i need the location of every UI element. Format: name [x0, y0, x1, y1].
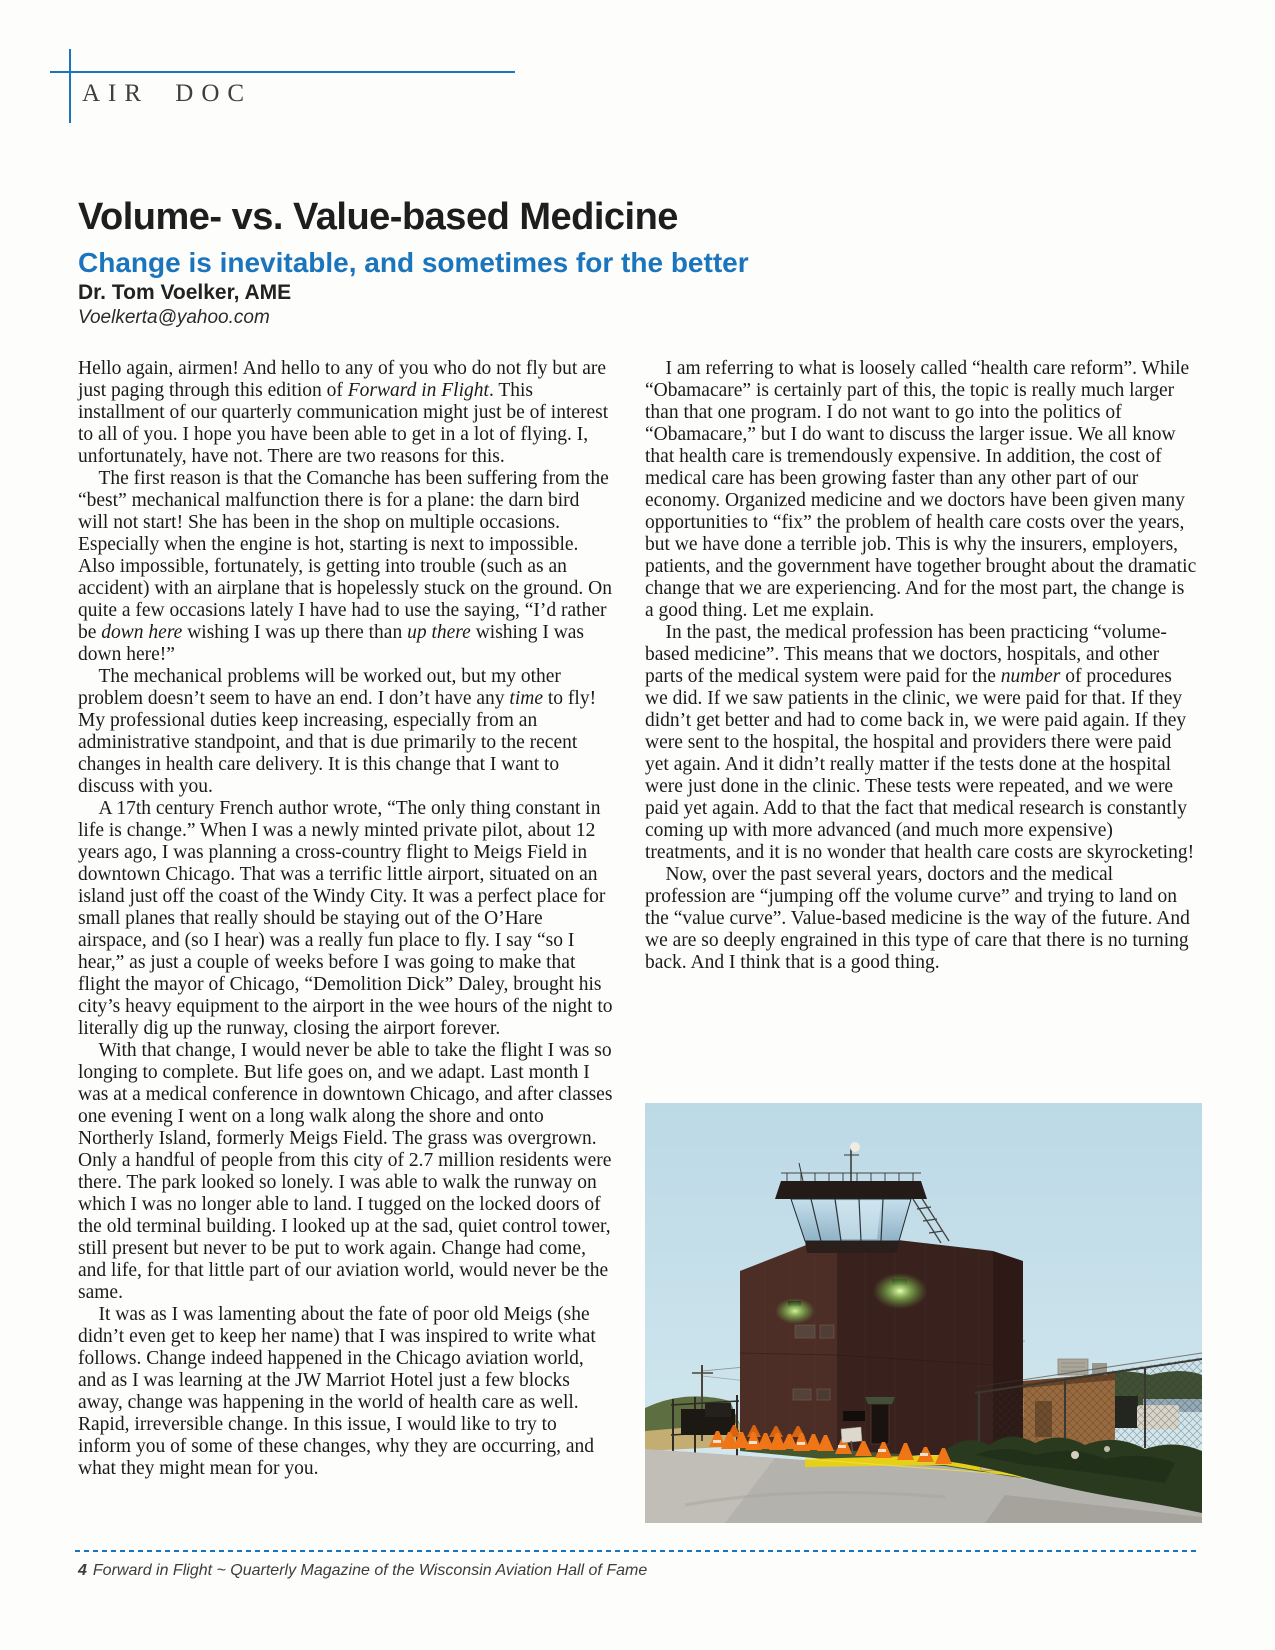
paragraph: In the past, the medical profession has been practicing “volume-based medicine”. This means that we doctors, hospitals, and other parts of the medical system were paid for the number of procedures we did. If we saw patients in the clinic, we were paid for that. If they didn’t get better and had to come back in, we were paid again. If they were sent to the hospital, the hospital and providers there were paid yet again. And it didn’t really matter if the tests done at the hospital were just done in the clinic. These tests were repeated, and we were paid yet again. Add to that the fact that medical research is constantly coming up with more advanced (and much more expensive) treatments, and it is no wonder that health care costs are skyrocketing!: [645, 622, 1195, 863]
header-horizontal-rule: [50, 71, 515, 73]
tower-photo-illustration: [645, 1103, 1202, 1523]
footer: [78, 1562, 647, 1580]
paragraph: Now, over the past several years, doctors and the medical profession are “jumping off the volume curve” and trying to land on the “value curve”. Value-based medicine is the way of the future. And we are so deeply engrained in this type of care that there is no turning back. And I think that is a good thing.: [645, 864, 1190, 973]
paragraph: Hello again, airmen! And hello to any of you who do not fly but are just paging through this edition of Forward in Flight. This installment of our quarterly communication might just be of interest to all of you. I hope you have been able to get in a lot of flying. I, unfortunately, have not. There are two reasons for this.: [78, 358, 609, 467]
body-column-right: [645, 358, 1197, 974]
header-vertical-rule: [69, 49, 71, 123]
byline-email: Voelkerta@yahoo.com: [78, 307, 270, 328]
footer-dashed-rule: [75, 1550, 1200, 1552]
footer-page-number: 4: [78, 1562, 87, 1579]
article-title: Volume- vs. Value-based Medicine: [78, 196, 678, 239]
paragraph: The first reason is that the Comanche has been suffering from the “best” mechanical malfunction there is for a plane: the darn bird will not start! She has been in the shop on multiple occasions. Especially when the engine is hot, starting is next to impossible. Also impossible, fortunately, is getting into trouble (such as an accident) with an airplane that is hopelessly stuck on the ground. On quite a few occasions lately I have had to use the saying, “I’d rather be down here wishing I was up there than up there wishing I was down here!”: [78, 468, 612, 665]
footer-magazine-name: Forward in Flight ~ Quarterly Magazine of the Wisconsin Aviation Hall of Fame: [92, 1562, 648, 1579]
paragraph: It was as I was lamenting about the fate of poor old Meigs (she didn’t even get to keep her name) that I was inspired to write what follows. Change indeed happened in the Chicago aviation world, and as I was learning at the JW Marriot Hotel just a few blocks away, change was happening in the world of health care as well. Rapid, irreversible change. In this issue, I would like to try to inform you of some of these changes, why they are occurring, and what they might mean for you.: [78, 1304, 596, 1479]
paragraph: A 17th century French author wrote, “The only thing constant in life is change.” When I was a newly minted private pilot, about 12 years ago, I was planning a cross-country flight to Meigs Field in downtown Chicago. That was a terrific little airport, situated on an island just off the coast of the Windy City. It was a perfect place for small planes that really should be staying out of the O’Hare airspace, and (so I hear) was a really fun place to fly. I say “so I hear,” as just a couple of weeks before I was going to make that flight the mayor of Chicago, “Demolition Dick” Daley, brought his city’s heavy equipment to the airport in the wee hours of the night to literally dig up the runway, closing the airport forever.: [78, 798, 613, 1039]
body-column-left: [78, 358, 614, 1480]
byline-author: Dr. Tom Voelker, AME: [78, 281, 292, 304]
paragraph: With that change, I would never be able to take the flight I was so longing to complete. But life goes on, and we adapt. Last month I was at a medical conference in downtown Chicago, and after classes one evening I went on a long walk along the shore and onto Northerly Island, formerly Meigs Field. The grass was overgrown. Only a handful of people from this city of 2.7 million residents were there. The park looked so lonely. I was able to walk the runway on which I was no longer able to land. I tugged on the locked doors of the old terminal building. I looked up at the sad, quiet control tower, still present but never to be put to work again. Change had come, and life, for that little part of our aviation world, would never be the same.: [78, 1040, 613, 1303]
paragraph: I am referring to what is loosely called “health care reform”. While “Obamacare” is certainly part of this, the topic is really much larger than that one program. I do not want to go into the politics of “Obamacare,” but I do want to discuss the larger issue. We all know that health care is tremendously expensive. In addition, the cost of medical care has been growing faster than any other part of our economy. Organized medicine and we doctors have been given many opportunities to “fix” the problem of health care costs over the years, but we have done a terrible job. This is why the insurers, employers, patients, and the government have together brought about the dramatic change that we are experiencing. And for the most part, the change is a good thing. Let me explain.: [645, 358, 1197, 621]
tower-photo: [645, 1103, 1202, 1523]
section-kicker: AIR DOC: [82, 80, 253, 107]
paragraph: The mechanical problems will be worked out, but my other problem doesn’t seem to have an end. I don’t have any time to fly! My professional duties keep increasing, especially from an administrative standpoint, and that is due primarily to the recent changes in health care delivery. It is this change that I want to discuss with you.: [78, 666, 597, 797]
article-subtitle: Change is inevitable, and sometimes for the better: [78, 247, 749, 279]
